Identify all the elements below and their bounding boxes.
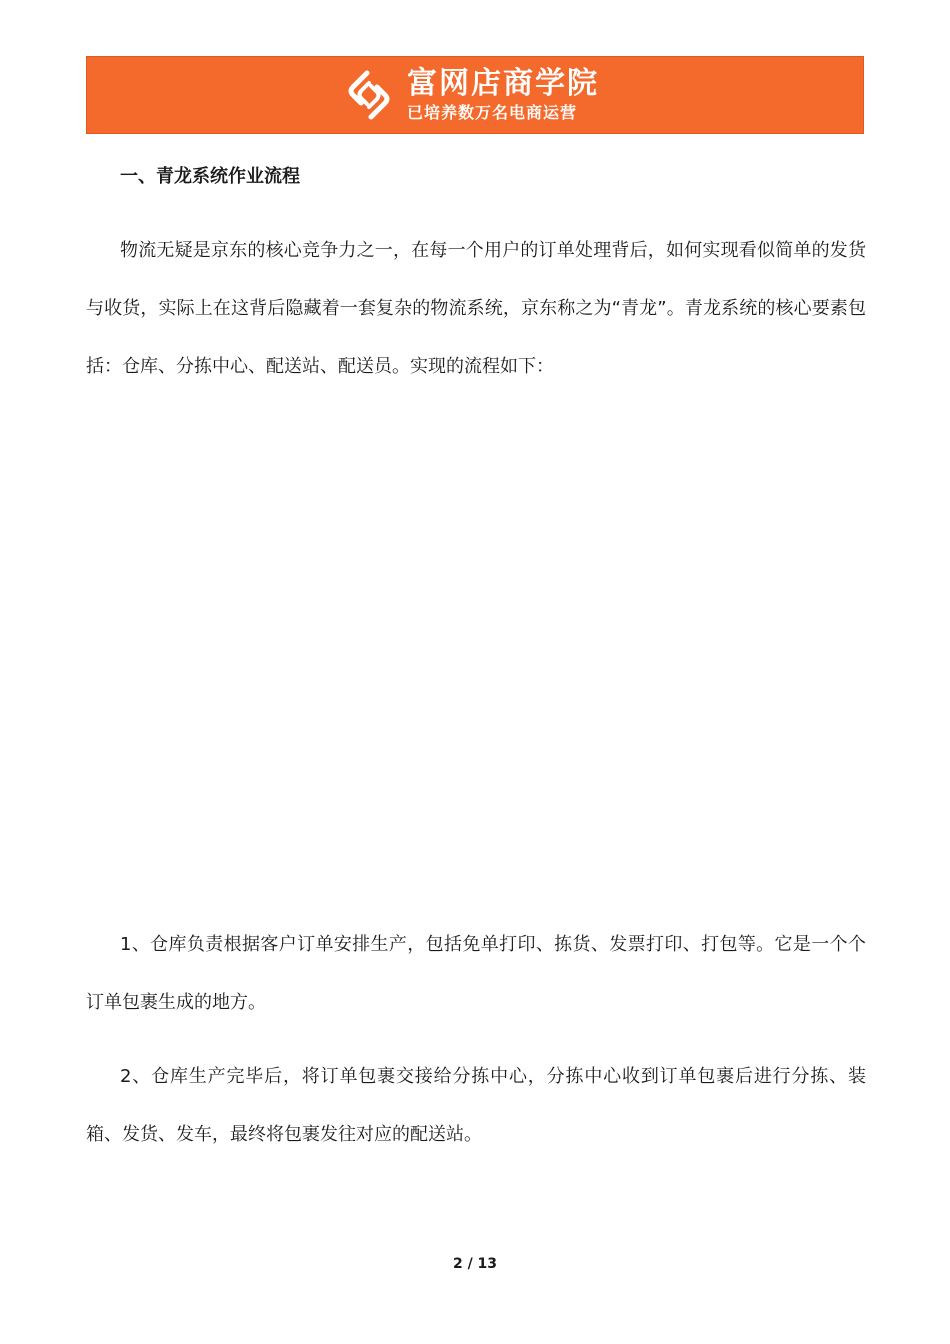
section-heading: 一、青龙系统作业流程 xyxy=(120,166,300,187)
page-indicator: 2 / 13 xyxy=(452,1256,498,1272)
paragraph-step-1: 1、仓库负责根据客户订单安排生产，包括免单打印、拣货、发票打印、打包等。它是一个个订单包裹生成的地方。 xyxy=(86,934,866,1013)
banner-text xyxy=(407,67,599,123)
banner-content xyxy=(343,67,599,123)
paragraph-step-2: 2、仓库生产完毕后，将订单包裹交接给分拣中心，分拣中心收到订单包裹后进行分拣、装箱、发货、发车，最终将包裹发往对应的配送站。 xyxy=(86,1066,866,1145)
fuwang-logo-icon xyxy=(343,69,395,121)
header-banner xyxy=(86,56,864,134)
paragraph-intro: 物流无疑是京东的核心竞争力之一，在每一个用户的订单处理背后，如何实现看似简单的发货与收货，实际上在这背后隐藏着一套复杂的物流系统，京东称之为“青龙”。青龙系统的核心要素包括：仓库、分拣中心、配送站、配送员。实现的流程如下： xyxy=(86,240,866,377)
brand-name: 富网店商学院 xyxy=(407,66,599,101)
brand-slogan: 已培养数万名电商运营 xyxy=(407,103,578,122)
